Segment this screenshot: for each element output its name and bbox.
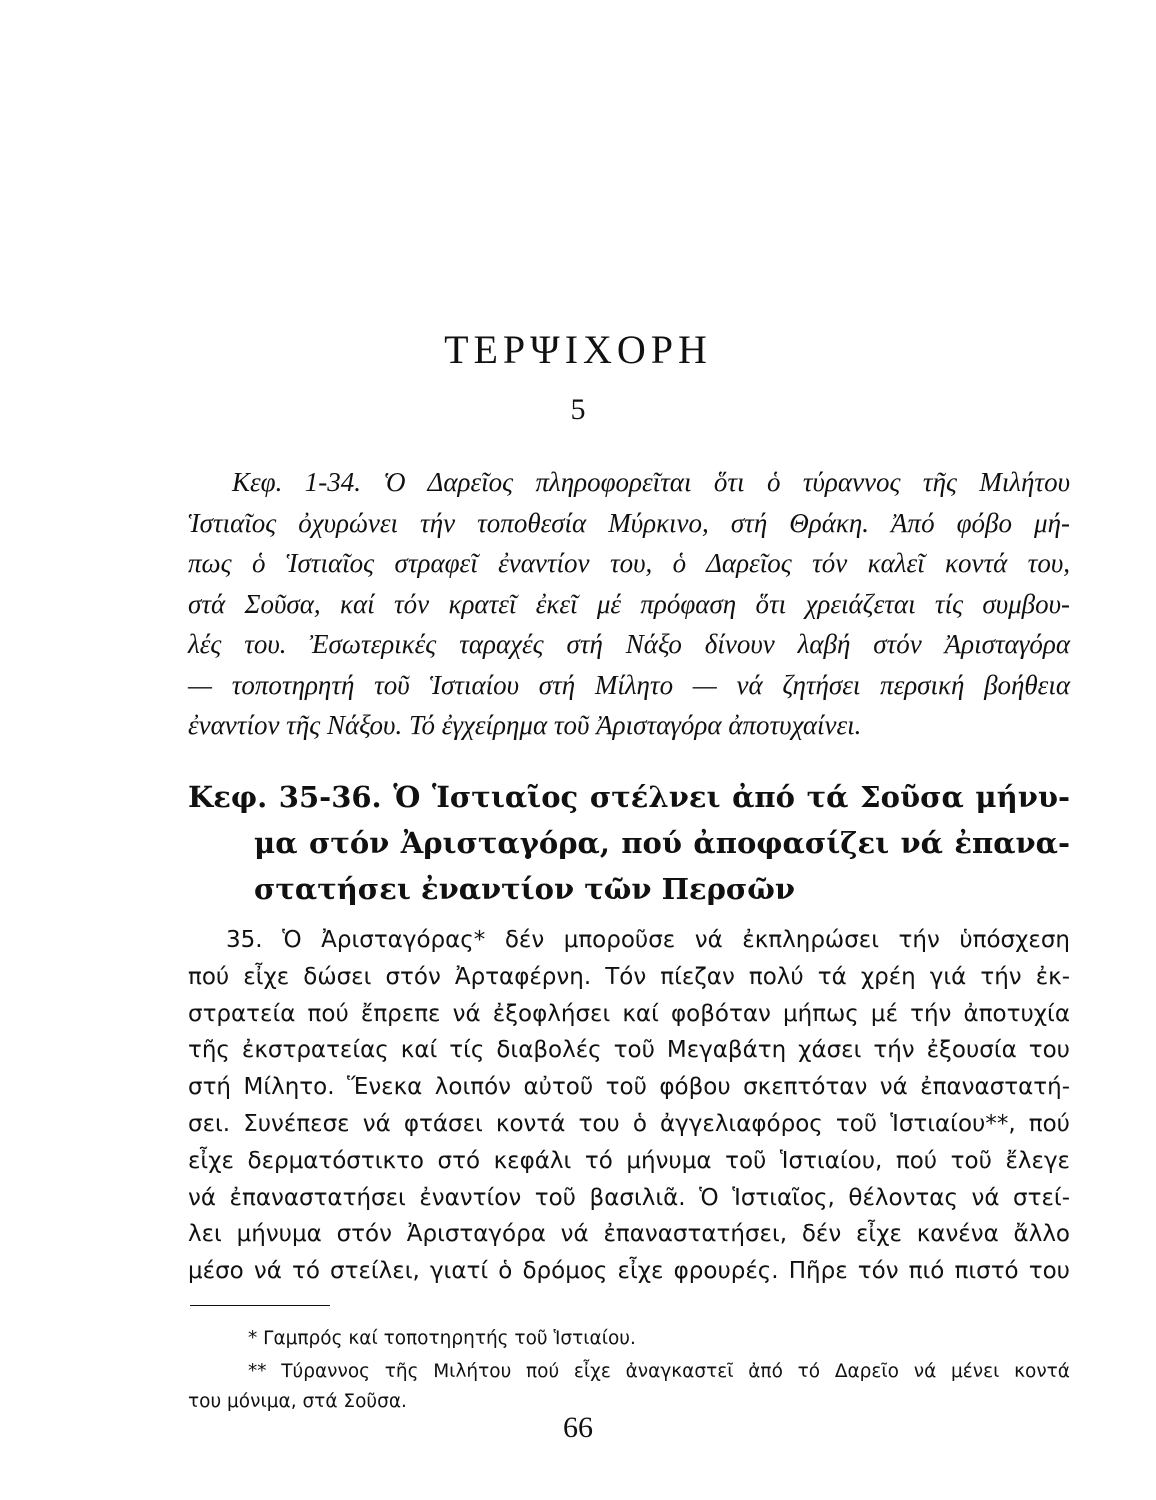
body-line: πού εἶχε δώσει στόν Ἀρταφέρνη. Τόν πίεζαν πολύ τά χρέη γιά τήν ἐκ- (188, 963, 1070, 990)
body-line: νά ἐπαναστατήσει ἐναντίον τοῦ βασιλιᾶ. Ὁ Ἱστιαῖος, θέλοντας νά στεί- (188, 1184, 1070, 1211)
chapter-heading-line: Κεφ. 35-36. Ὁ Ἱστιαῖος στέλνει ἀπό τά Σοῦσα μήνυ- (188, 780, 1070, 814)
body-line: στρατεία πού ἔπρεπε νά ἐξοφλήσει καί φοβόταν μήπως μέ τήν ἀποτυχία (188, 1000, 1070, 1027)
chapter-summary (188, 462, 1070, 746)
chapter-heading-line: στατήσει ἐναντίον τῶν Περσῶν (254, 872, 796, 906)
footnote-line: του μόνιμα, στά Σοῦσα. (188, 1391, 407, 1412)
summary-line: πως ὁ Ἱστιαῖος στραφεῖ ἐναντίον του, ὁ Δαρεῖος τόν καλεῖ κοντά του, (188, 548, 1070, 578)
body-text (188, 922, 1070, 1290)
summary-line: στά Σοῦσα, καί τόν κρατεῖ ἐκεῖ μέ πρόφαση ὅτι χρειάζεται τίς συμβου- (188, 588, 1070, 619)
summary-line: Κεφ. 1-34. Ὁ Δαρεῖος πληροφορεῖται ὅτι ὁ τύραννος τῆς Μιλήτου (232, 467, 1070, 497)
body-line: εἶχε δερματόστικτο στό κεφάλι τό μήνυμα τοῦ Ἱστιαίου, πού τοῦ ἔλεγε (188, 1147, 1070, 1174)
chapter-heading-line: μα στόν Ἀρισταγόρα, πού ἀποφασίζει νά ἐπανα- (254, 826, 1070, 860)
book-title: ΤΕΡΨΙΧΟΡΗ (444, 327, 712, 372)
footnote-line: ** Τύραννος τῆς Μιλήτου πού εἶχε ἀναγκαστεῖ ἀπό τό Δαρεῖο νά μένει κοντά (248, 1361, 1070, 1382)
body-line: μέσο νά τό στείλει, γιατί ὁ δρόμος εἶχε φρουρές. Πῆρε τόν πιό πιστό του (188, 1258, 1070, 1285)
summary-line: λές του. Ἐσωτερικές ταραχές στή Νάξο δίνουν λαβή στόν Ἀρισταγόρα (188, 629, 1070, 659)
summary-line: — τοποτηρητή τοῦ Ἱστιαίου στή Μίλητο — νά ζητήσει περσική βοήθεια (188, 669, 1070, 700)
body-line: 35. Ὁ Ἀρισταγόρας* δέν μποροῦσε νά ἐκπληρώσει τήν ὑπόσχεση (226, 927, 1070, 953)
body-line: στή Μίλητο. Ἕνεκα λοιπόν αὐτοῦ τοῦ φόβου σκεπτόταν νά ἐπαναστατή- (188, 1074, 1070, 1101)
chapter-heading (188, 774, 1070, 912)
summary-line: ἐναντίον τῆς Νάξου. Τό ἐγχείρημα τοῦ Ἀρισταγόρα ἀποτυχαίνει. (188, 710, 862, 740)
page-number: 66 (563, 1411, 593, 1444)
body-line: τῆς ἐκστρατείας καί τίς διαβολές τοῦ Μεγαβάτη χάσει τήν ἐξουσία του (188, 1037, 1070, 1064)
footnote-1 (188, 1324, 1070, 1354)
book-number: 5 (570, 393, 586, 426)
footnote-2 (188, 1357, 1070, 1417)
summary-line: Ἱστιαῖος ὀχυρώνει τήν τοποθεσία Μύρκινο, στή Θράκη. Ἀπό φόβο μή- (188, 507, 1070, 538)
footnote-line: * Γαμπρός καί τοποτηρητής τοῦ Ἱστιαίου. (248, 1328, 636, 1349)
body-line: σει. Συνέπεσε νά φτάσει κοντά του ὁ ἀγγελιαφόρος τοῦ Ἱστιαίου**, πού (188, 1110, 1070, 1137)
footnote-divider (190, 1305, 330, 1306)
body-line: λει μήνυμα στόν Ἀρισταγόρα νά ἐπαναστατήσει, δέν εἶχε κανένα ἄλλο (188, 1221, 1070, 1248)
